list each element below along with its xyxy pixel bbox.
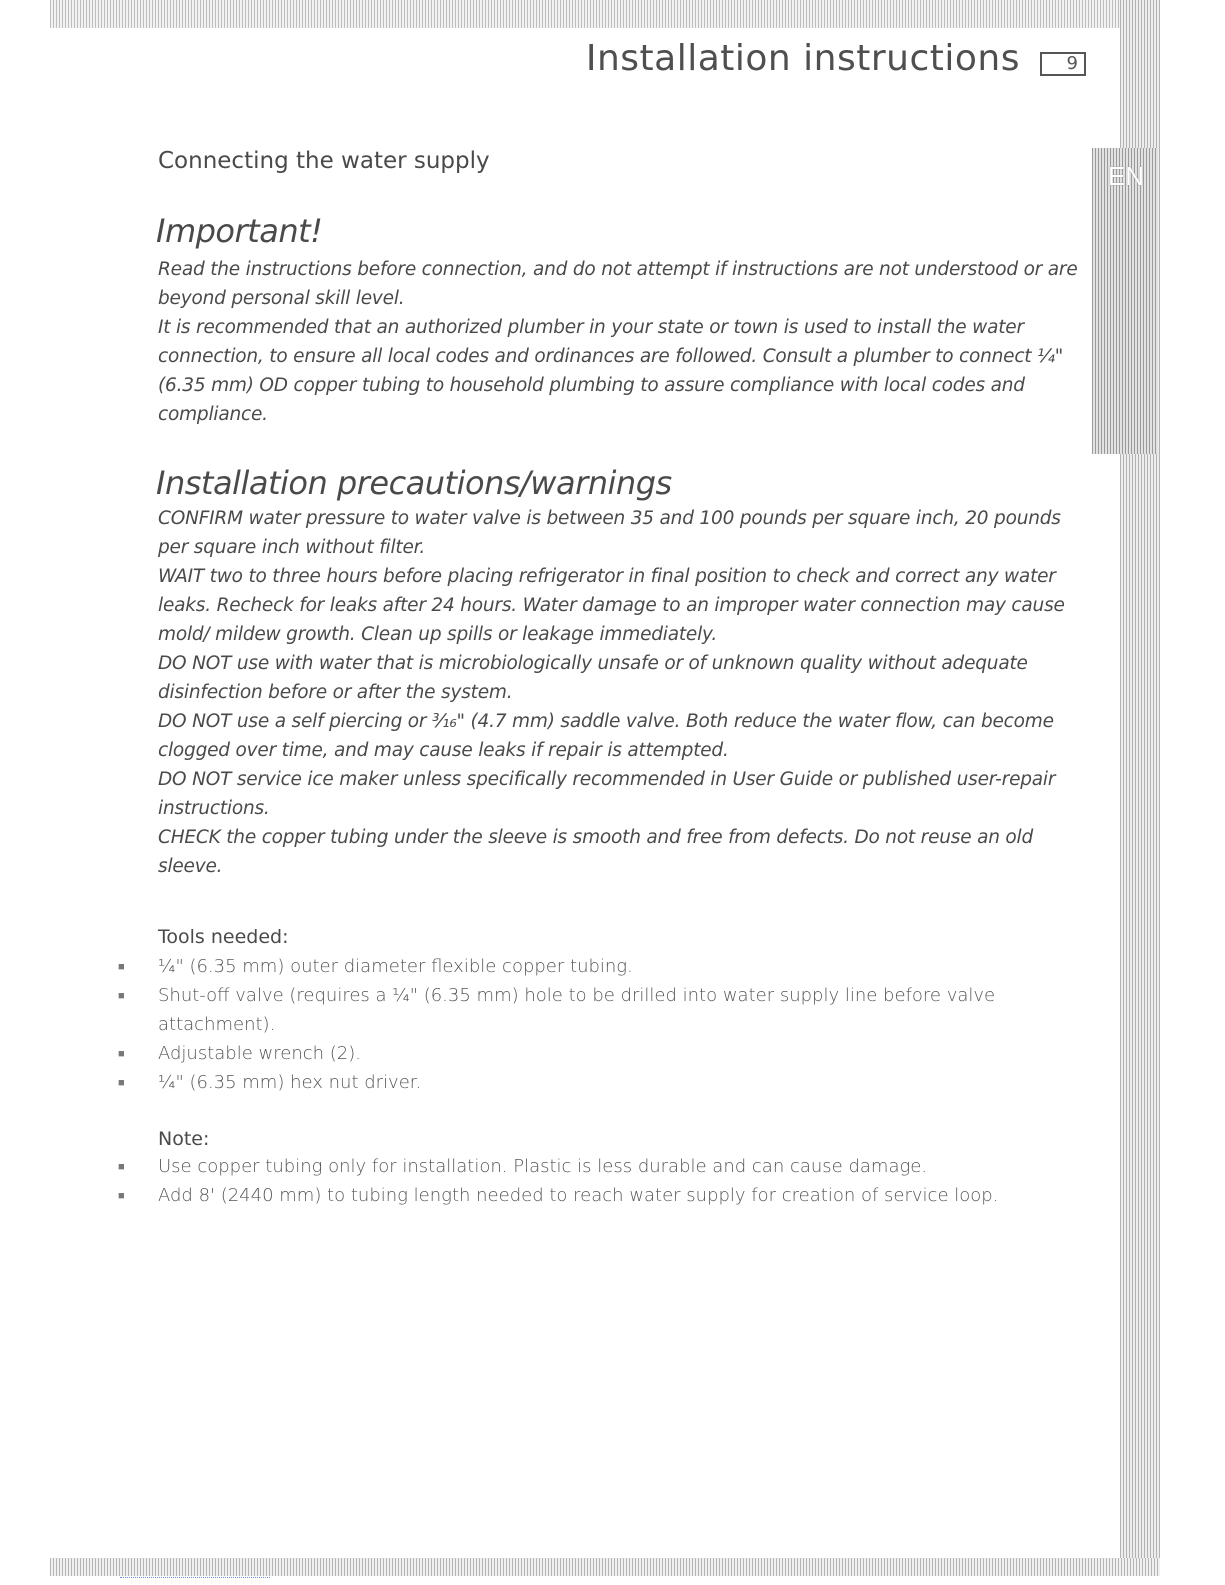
list-item: [118, 1039, 1078, 1068]
bottom-link-underline: [120, 1577, 270, 1579]
bottom-scan-band: [50, 1558, 1160, 1576]
precaution-paragraph: CONFIRM water pressure to water valve is between 35 and 100 pounds per square inch, 20 pounds per square inch without filter.: [158, 508, 1061, 558]
important-paragraph: It is recommended that an authorized plumber in your state or town is used to install the water connection, to ensure all local codes and ordinances are followed. Consult a plumber to connect ¼" (6.35 mm) OD copper tubing to household plumbing to assure compliance with local codes and compliance.: [158, 317, 1064, 425]
list-item: [118, 1181, 1078, 1210]
precaution-paragraph: DO NOT service ice maker unless specifically recommended in User Guide or published user-repair instructions.: [158, 769, 1056, 819]
bullet-icon: ■: [118, 1076, 125, 1089]
list-item-text: Add 8' (2440 mm) to tubing length needed to reach water supply for creation of service loop.: [158, 1185, 999, 1206]
page-header-title: Installation instructions: [585, 38, 1020, 79]
list-item-text: Use copper tubing only for installation. Plastic is less durable and can cause damage.: [158, 1156, 928, 1177]
precautions-body: [158, 504, 1088, 881]
bullet-icon: ■: [118, 1189, 125, 1202]
tools-heading: Tools needed:: [158, 926, 289, 948]
precautions-heading: Installation precautions/warnings: [156, 464, 672, 502]
page-number: 9: [1040, 52, 1086, 76]
tools-list: [118, 952, 1078, 1097]
top-scan-band: [50, 0, 1160, 28]
important-body: [158, 255, 1088, 429]
bullet-icon: ■: [118, 1047, 125, 1060]
precaution-paragraph: WAIT two to three hours before placing refrigerator in final position to check and correct any water leaks. Recheck for leaks after 24 hours. Water damage to an improper water connection may cause mold/ mildew growth. Clean up spills or leakage immediately.: [158, 566, 1065, 645]
precaution-paragraph: DO NOT use a self piercing or ³⁄₁₆" (4.7 mm) saddle valve. Both reduce the water flow, can become clogged over time, and may cause leaks if repair is attempted.: [158, 711, 1054, 761]
important-heading: Important!: [156, 212, 323, 250]
list-item: [118, 1068, 1078, 1097]
section-title: Connecting the water supply: [158, 148, 490, 174]
bullet-icon: ■: [118, 1160, 125, 1173]
important-paragraph: Read the instructions before connection, and do not attempt if instructions are not understood or are beyond personal skill level.: [158, 259, 1078, 309]
list-item: [118, 981, 1078, 1039]
list-item-text: ¼" (6.35 mm) outer diameter flexible copper tubing.: [158, 956, 633, 977]
list-item-text: Adjustable wrench (2).: [158, 1043, 361, 1064]
list-item-text: Shut-off valve (requires a ¼" (6.35 mm) hole to be drilled into water supply line before valve attachment).: [158, 985, 996, 1035]
language-tab-label: EN: [1107, 161, 1145, 191]
precaution-paragraph: DO NOT use with water that is microbiologically unsafe or of unknown quality without adequate disinfection before or after the system.: [158, 653, 1028, 703]
list-item: [118, 952, 1078, 981]
list-item-text: ¼" (6.35 mm) hex nut driver.: [158, 1072, 422, 1093]
list-item: [118, 1152, 1078, 1181]
note-list: [118, 1152, 1078, 1210]
precaution-paragraph: CHECK the copper tubing under the sleeve is smooth and free from defects. Do not reuse an old sleeve.: [158, 827, 1034, 877]
note-heading: Note:: [158, 1128, 210, 1150]
bullet-icon: ■: [118, 989, 125, 1002]
bullet-icon: ■: [118, 960, 125, 973]
